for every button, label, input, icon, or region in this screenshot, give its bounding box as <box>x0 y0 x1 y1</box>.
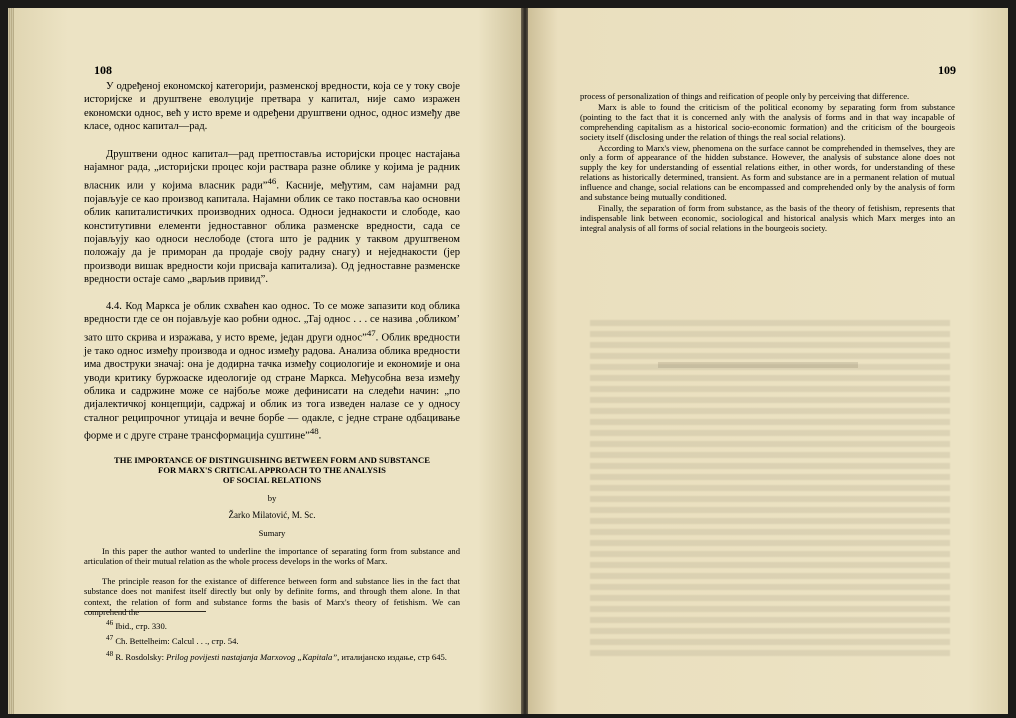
paragraph-text: Marx is able to found the criticism of the political economy by separating form from substance (pointing to the fact that it is concerned anly with the analysis of forms and in that way incapable of comprehending capitalism as a historical socio-economic formation) and the criticism of the bourgeois society itself (disclosing under the relation of things the real social relations). <box>580 101 955 142</box>
footnote <box>84 617 460 632</box>
cyrillic-paragraph-2 <box>84 148 460 287</box>
right-page-text <box>580 92 955 234</box>
cyrillic-paragraph-1 <box>84 80 460 134</box>
title-line: FOR MARX'S CRITICAL APPROACH TO THE ANALYSIS <box>158 465 386 475</box>
paragraph-text: According to Marx's view, phenomena on the surface cannot be comprehended in themselves, they are only a form of appearance of the hidden substance. However, the analysis of substance alone does not supply the key for understanding of essential relations either, in other words, for understanding of these relations as historically determined, transient. As form and substance are in a permanent relation of mutual influence and change, social relations can be encompassed and comprehended only by the analysis of form and substance being mutually conditioned. <box>580 142 955 203</box>
paragraph-text: У одређеној економској категорији, разменској вредности, која се у току своје историјске и друштвене еволуције претвара у капитал, није само изражен економски однос, већ у исто време и одређени друштвени однос, однос између две класе, однос капитал—рад. <box>84 81 460 133</box>
paragraph-text: Друштвени однос капитал—рад претпоставља историјски процес настајања најамног рада, „историјски процес који раствара разне облике у којима је радник власник или у којима власник ради”$^{46}$. Касније, међутим, сам најамни рад појављује се као производ капитала. Најамни облик се тако поставља као основни облик капиталистичких производних односа. Односи једнакости и слободе, као конститутивни елементи једноставног облика разменске вредности, сада се појављују као односи неслободе (стога што је радник у таквом друштвеном положају да је приморан да продаје своју радну снагу) и неједнакости (јер производи вишак вредности који присваја капитализа). Од једноставне разменске вредности остаје само „варљив привид”. <box>84 149 461 286</box>
paragraph-text: 4.4. Код Маркса је облик схваћен као однос. То се може запазити код облика вредности где се он појављује као робни однос. „Тај однос . . . се назива ‚обликом’ зато што скрива и изражава, у исто време, један други однос”$^{47}$. Облик вредности је тако однос између производа и однос између радова. Анализа облика вредности има двоструки значај: она је додирна тачка између социологије и економије и она уводи критику буржоаске идеологије од стране Маркса. Међусобна веза између облика и садржине може се најбоље може дефинисати на следећи начин: „по дијалектичкој концепцији, садржај и облик из тога изведен налазе се у односу сталног реципрочног утицаја и вечне борбе — одакле, с једне стране одбацивање форме и с друге стране трансформација суштине”$^{48}$. <box>84 301 460 442</box>
right-page-number: 109 <box>938 63 956 77</box>
paragraph-text: Finally, the separation of form from substance, as the basis of the theory of fetishism, represents that indispensable link between economic, sociological and historical analysis which Marx merges into an integral analysis of all forms of social relations in the bourgeois society. <box>580 202 955 233</box>
footnote <box>84 632 460 647</box>
paragraph-text: In this paper the author wanted to underline the importance of separating form from substance and articulation of their mutual relation as the whole process develops in the works of Marx. <box>84 546 460 567</box>
bleed-through-heading <box>658 362 858 368</box>
page-edges <box>8 8 14 714</box>
summary-title <box>84 455 460 485</box>
footnote-text: Ibid., стр. 330. <box>115 620 167 631</box>
left-page-number: 108 <box>94 63 112 77</box>
footnote-rule <box>86 611 206 612</box>
title-line: THE IMPORTANCE OF DISTINGUISHING BETWEEN FORM AND SUBSTANCE <box>114 455 430 465</box>
footnote-text: Ch. Bettelheim: Calcul . . ., стр. 54. <box>115 636 239 647</box>
byline: by <box>267 493 277 503</box>
footnote <box>84 648 460 663</box>
bleed-through-text <box>590 320 950 660</box>
summary-paragraph-1 <box>84 546 460 567</box>
summary-heading: Sumary <box>258 528 286 538</box>
footnote-number: 48 <box>106 649 114 658</box>
paragraph-text: process of personalization of things and reification of people only by perceiving that difference. <box>580 91 910 101</box>
title-line: OF SOCIAL RELATIONS <box>222 475 322 485</box>
author-name: Žarko Milatović, M. Sc. <box>228 510 316 520</box>
paragraph-text: The principle reason for the existance of difference between form and substance lies in the fact that substance does not manifest itself directly but only by definite forms, and through them alone. In that context, the relation of form and substance forms the basis of Marx's theory of fetishism. We can comprehend the <box>84 576 460 617</box>
footnote-text: R. Rosdolsky: Prilog povijesti nastajanja Marxovog „Kapitala”, италијанско издање, стр 645. <box>115 651 447 662</box>
footnote-number: 46 <box>106 619 114 627</box>
footnotes <box>84 617 460 663</box>
footnote-number: 47 <box>106 634 114 643</box>
cyrillic-paragraph-3 <box>84 300 460 443</box>
